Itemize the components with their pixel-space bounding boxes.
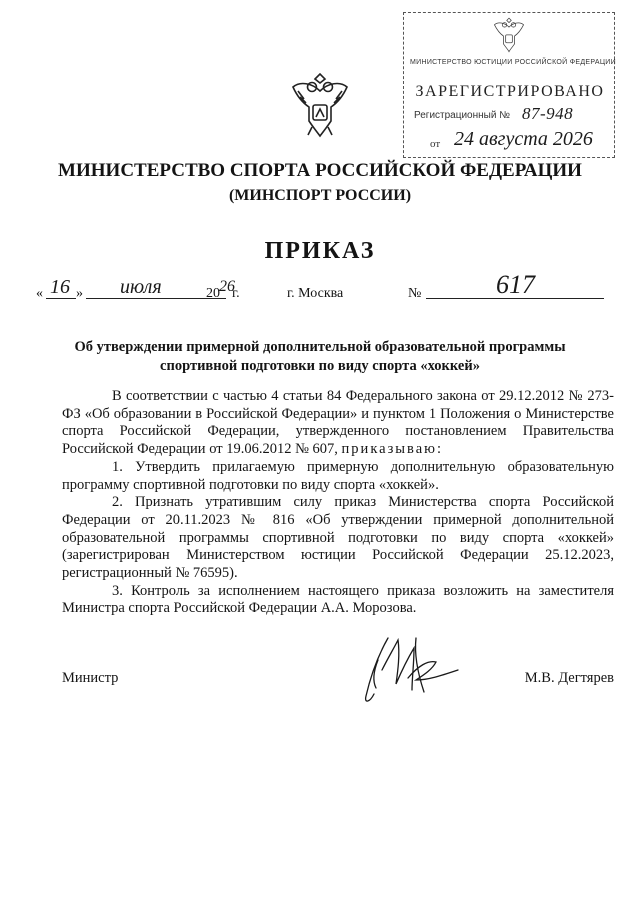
order-number-label: № xyxy=(408,286,422,301)
stamp-regno-value: 87-948 xyxy=(522,104,574,123)
coat-of-arms-icon xyxy=(290,73,350,141)
body-item-1: 1. Утвердить прилагаемую примерную дополнительную образовательную программу спортивной подготовки по виду спорта «хоккей». xyxy=(62,458,614,493)
document-type: ПРИКАЗ xyxy=(264,238,376,264)
quote-open: « xyxy=(36,286,43,301)
order-date-line xyxy=(36,270,616,306)
ministry-name: МИНИСТЕРСТВО СПОРТА РОССИЙСКОЙ ФЕДЕРАЦИИ xyxy=(58,160,582,181)
order-year-hand: 26 xyxy=(219,278,235,295)
order-year-suffix: г. xyxy=(232,286,240,301)
order-day: 16 xyxy=(50,276,70,298)
signatory-title: Министр xyxy=(62,670,119,686)
registration-stamp xyxy=(403,12,615,158)
ministry-short-name: (МИНСПОРТ РОССИИ) xyxy=(228,187,412,204)
body-item-2: 2. Признать утратившим силу приказ Министерства спорта Российской Федерации от 20.11.2023 № 816 «Об утверждении примерной дополнительной образовательной программы спортивной подготовки по виду спорта «хоккей» (зарегистрирован Министерством юстиции Российской Федерации 25.12.2023, регистрационный № 76595). xyxy=(62,494,614,582)
coat-of-arms-icon xyxy=(492,17,526,55)
quote-close: » xyxy=(76,286,83,301)
order-month: июля xyxy=(120,276,162,298)
stamp-title: ЗАРЕГИСТРИРОВАНО xyxy=(415,83,605,100)
document-heading: Об утверждении примерной дополнительной образовательной программы спортивной подготовки по виду спорта «хоккей» xyxy=(74,339,566,374)
stamp-date-hand: 24 августа 2026 xyxy=(454,128,593,150)
stamp-date-value xyxy=(448,128,593,151)
body-item-3: 3. Контроль за исполнением настоящего приказа возложить на заместителя Министра спорта Российской Федерации А.А. Морозова. xyxy=(62,582,614,617)
stamp-ministry: МИНИСТЕРСТВО ЮСТИЦИИ РОССИЙСКОЙ ФЕДЕРАЦИИ xyxy=(410,59,616,66)
order-city: г. Москва xyxy=(287,286,344,301)
body-intro: В соответствии с частью 4 статьи 84 Федерального закона от 29.12.2012 № 273-ФЗ «Об образовании в Российской Федерации» и пунктом 1 Положения о Министерстве спорта Российской Федерации, утвержденного постановлением Правительства Российской Федерации от 19.06.2012 № 607, приказываю: xyxy=(62,388,614,458)
stamp-regno-label: Регистрационный № xyxy=(414,110,510,121)
signatory-name: М.В. Дегтярев xyxy=(524,670,614,686)
order-year-prefix: 20 xyxy=(206,286,220,301)
document-body xyxy=(62,388,614,618)
handwritten-signature xyxy=(358,630,470,710)
order-number: 617 xyxy=(496,270,535,299)
order-word: приказываю: xyxy=(341,441,443,458)
stamp-date-label: от xyxy=(430,138,441,150)
